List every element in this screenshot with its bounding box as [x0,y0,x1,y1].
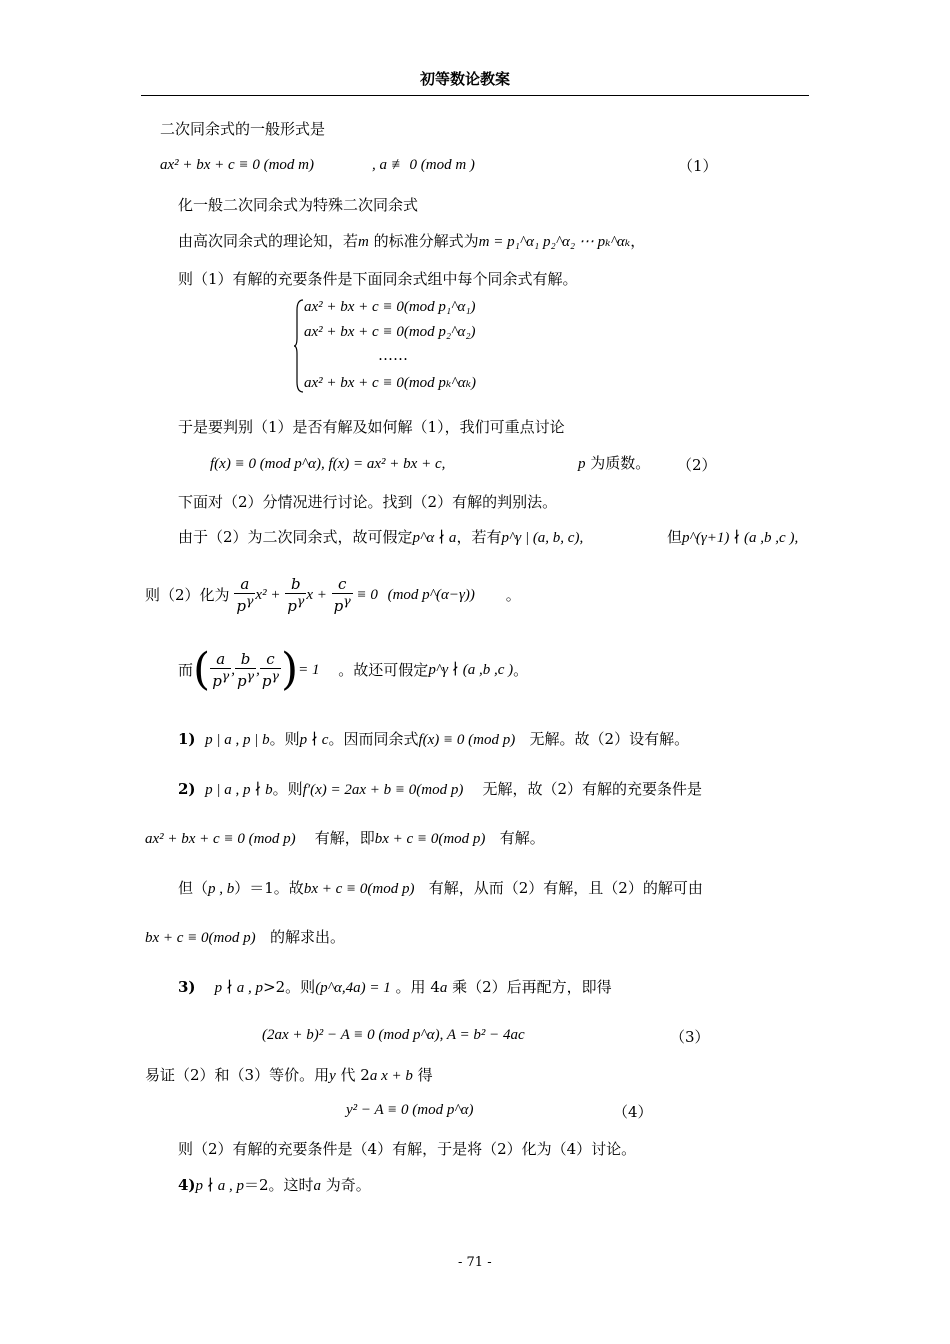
system-line-4: ax² + bx + c ≡ 0(mod pₖ^αₖ) [304,375,477,391]
equation-1: ax² + bx + c ≡ 0 (mod m) [160,157,314,173]
text-line: 化一般二次同余式为特殊二次同余式 [178,196,419,214]
equation-2: f(x) ≡ 0 (mod p^α), f(x) = ax² + bx + c, [210,456,446,472]
system-line-1: ax² + bx + c ≡ 0(mod p₁^α₁) [304,299,476,315]
equation-number: （4） [613,1103,653,1121]
case-1: 1) p | a , p | b。则p ∤ c。因而同余式f(x) ≡ 0 (mod p) 无解。故（2）设有解。 [178,730,690,748]
case-2-line-2: ax² + bx + c ≡ 0 (mod p) 有解，即bx + c ≡ 0(mod p) 有解。 [145,829,545,847]
header-rule [141,95,809,96]
system-line-2: ax² + bx + c ≡ 0(mod p₂^α₂) [304,324,476,340]
text-line: 由于（2）为二次同余式，故可假定p^α ∤ a，若有p^γ | (a, b, c), [178,528,584,546]
equation-number: （2） [677,456,717,474]
equation-reduced: 则（2）化为 $\frac{a}{p^\gamma}$ x² + $\frac{b}{p^\gamma}$ x + $\frac{c}{p^\gamma}$ ≡ 0 (mod p^(α−γ)) 。 [145,575,521,615]
case-2: 2) p | a , p ∤ b。则f′(x) = 2ax + b ≡ 0(mod p) 无解，故（2）有解的充要条件是 [178,780,702,798]
equation-3: (2ax + b)² − A ≡ 0 (mod p^α), A = b² − 4ac [262,1027,525,1043]
page-number: - 71 - [458,1255,492,1270]
text-line: 但p^(γ+1) ∤ (a ,b ,c ), [667,528,799,546]
text-line: 易证（2）和（3）等价。用y 代 2a x + b 得 [145,1066,433,1084]
equation-4: y² − A ≡ 0 (mod p^α) [346,1102,474,1118]
system-ellipsis: …… [378,346,408,364]
equation-gcd: 而( $\frac{a}{p^\gamma}$ , $\frac{b}{p^\gamma}$ , $\frac{c}{p^\gamma}$ )= 1 。故还可假定p^γ ∤ (a ,b ,c )。 [178,644,529,695]
text-line: 于是要判别（1）是否有解及如何解（1），我们可重点讨论 [178,418,565,436]
equation-1-condition: , a ≢ 0 (mod m ) [372,157,475,173]
case-2-line-4: bx + c ≡ 0(mod p) 的解求出。 [145,928,345,946]
equation-number: （1） [678,157,718,175]
case-2-line-3: 但（p , b）＝1。故bx + c ≡ 0(mod p) 有解，从而（2）有解，且（2）的解可由 [178,879,703,897]
equation-number: （3） [670,1028,710,1046]
text-line: 二次同余式的一般形式是 [160,120,326,138]
text-line: 则（2）有解的充要条件是（4）有解，于是将（2）化为（4）讨论。 [178,1140,637,1158]
text-line: 下面对（2）分情况进行讨论。找到（2）有解的判别法。 [178,493,558,511]
case-3: 3) p ∤ a , p>2。则(p^α,4a) = 1 。用 4a 乘（2）后再配方，即得 [178,978,612,996]
case-4: 4)p ∤ a , p＝2。这时a 为奇。 [178,1176,371,1194]
text-line: 由高次同余式的理论知，若m 的标准分解式为m = p₁^α₁ p₂^α₂ ⋯ pₖ^αₖ， [178,232,646,250]
page-header-title: 初等数论教案 [420,70,511,88]
text-line: 则（1）有解的充要条件是下面同余式组中每个同余式有解。 [178,270,578,288]
equation-2-note: p 为质数。 [578,454,651,472]
